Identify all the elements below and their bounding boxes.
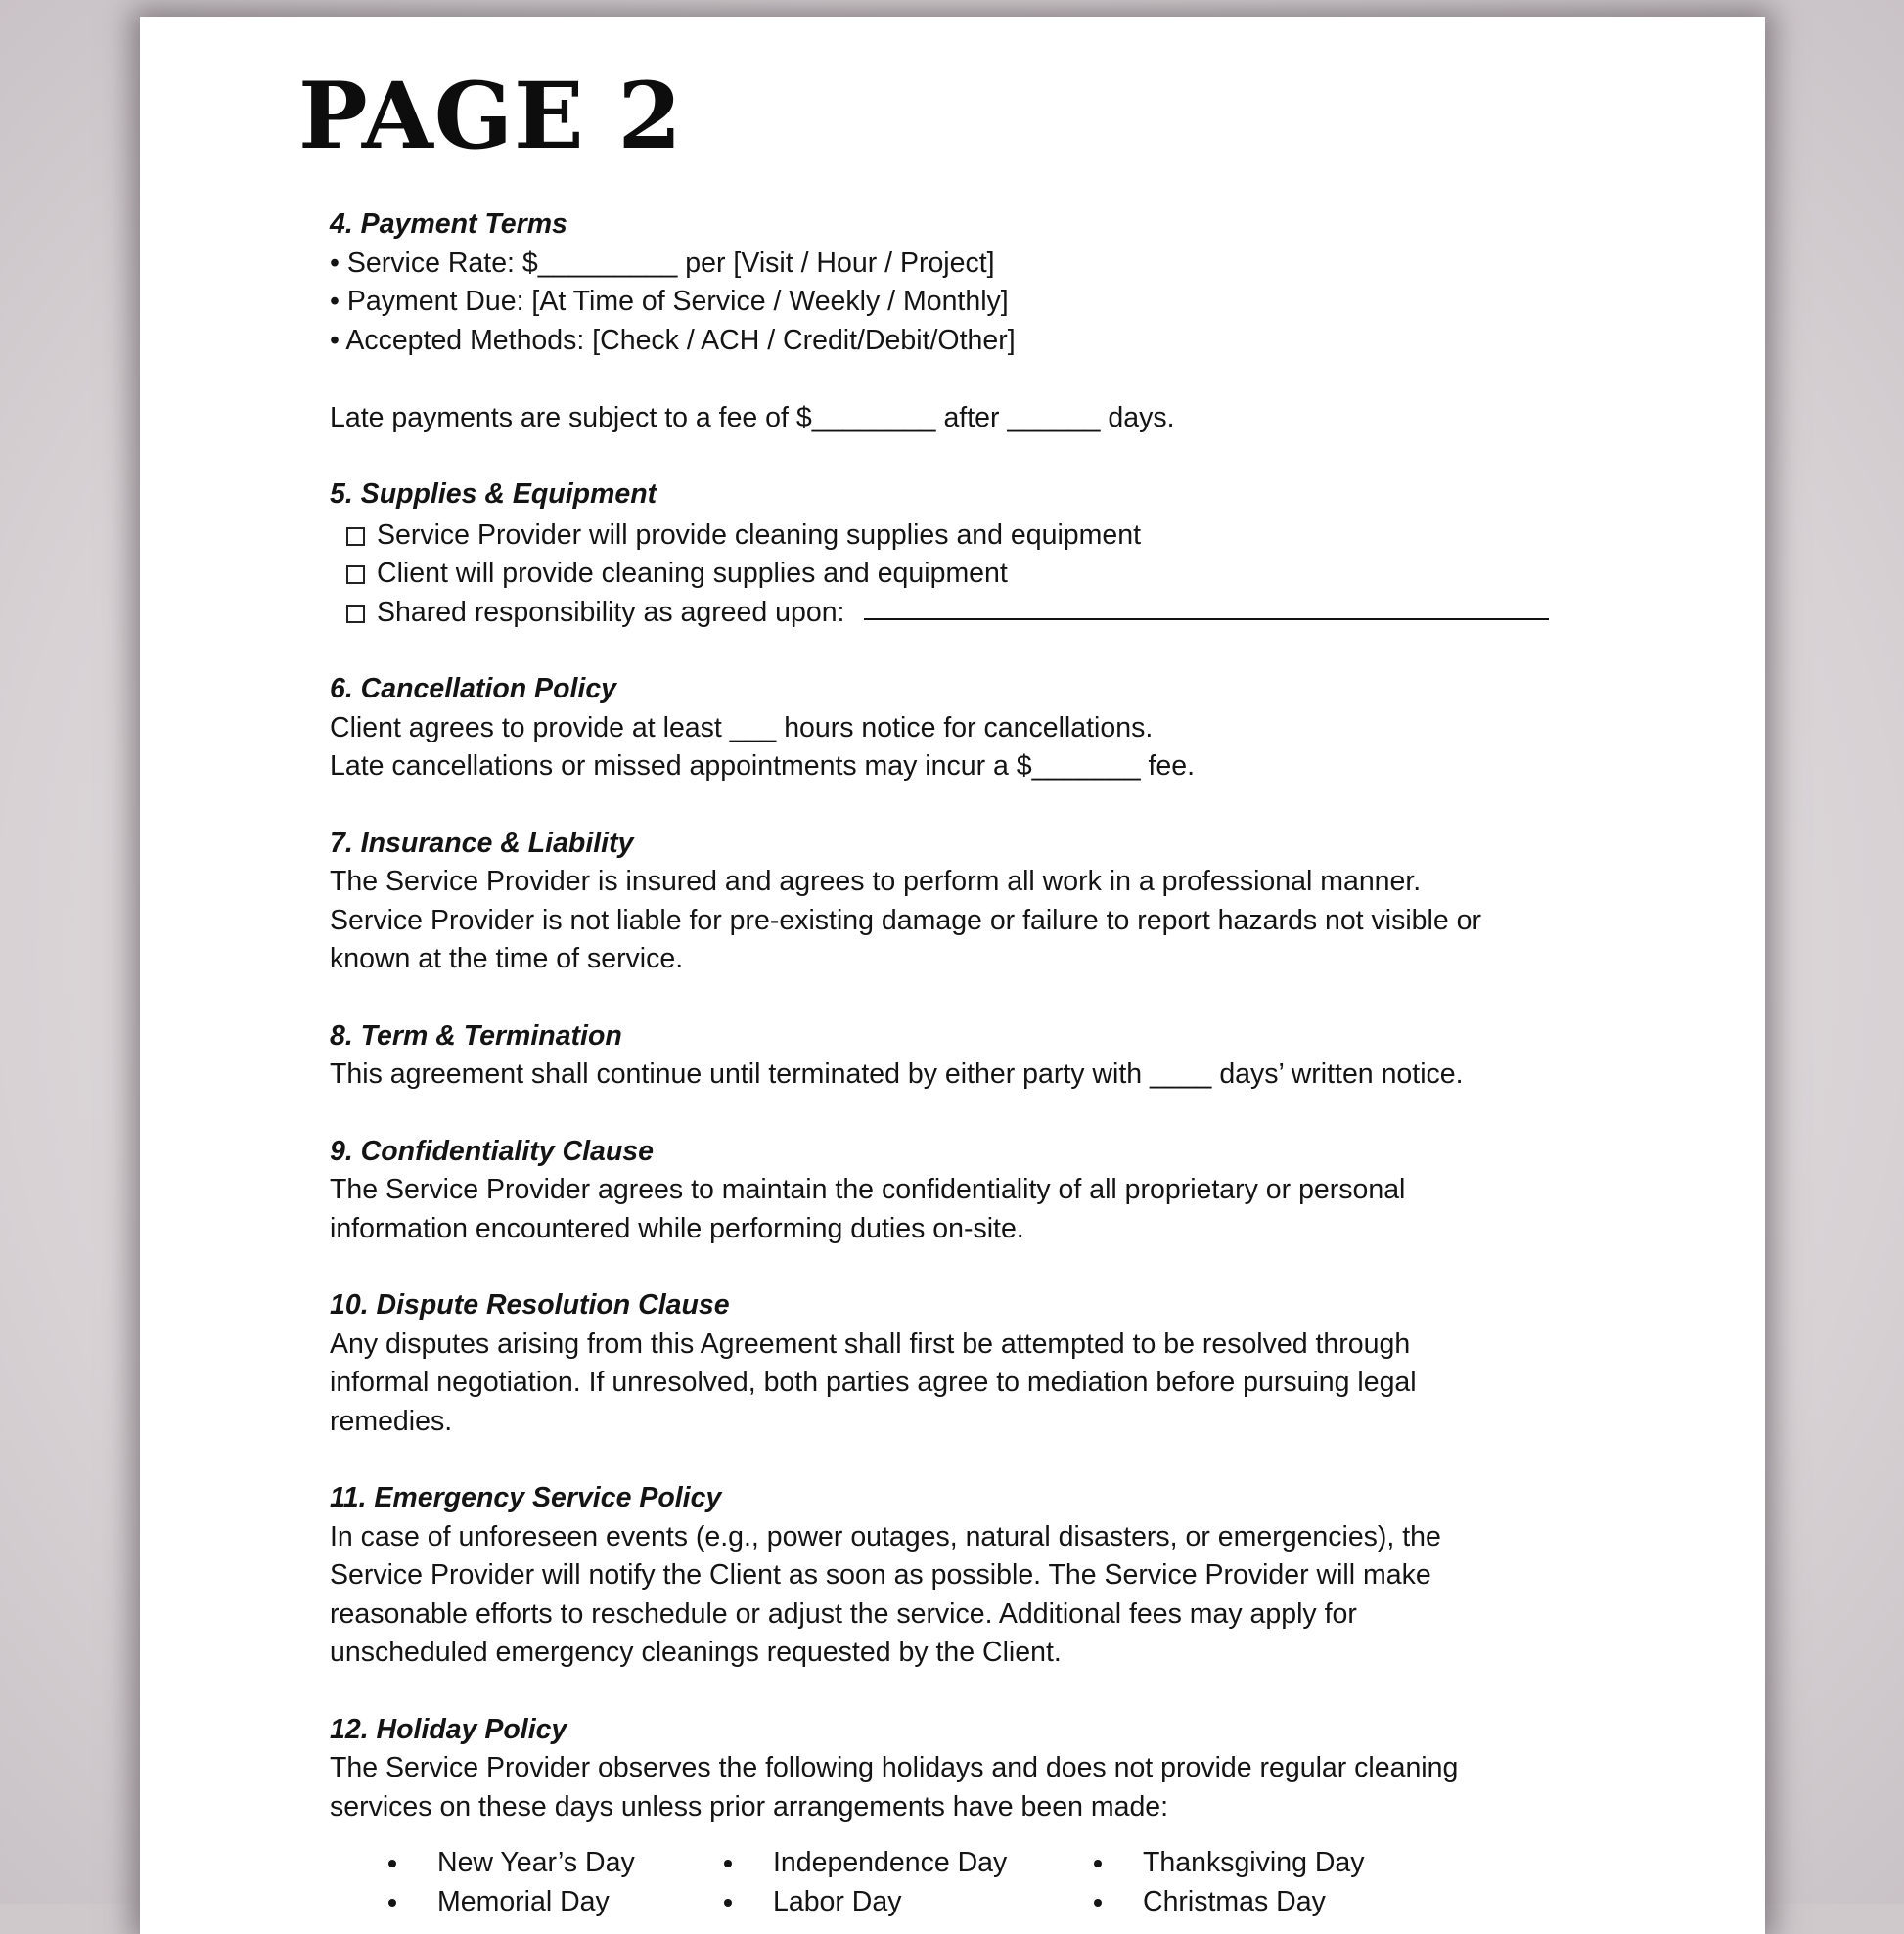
section-dispute-resolution	[330, 1286, 1602, 1441]
section-confidentiality	[330, 1133, 1602, 1249]
section-heading: 10. Dispute Resolution Clause	[330, 1289, 730, 1321]
paragraph-line: informal negotiation. If unresolved, both parties agree to mediation before pursuing legal	[330, 1367, 1417, 1398]
section-payment-terms	[330, 205, 1602, 437]
holiday-item: New Year’s Day	[388, 1844, 724, 1883]
late-fee-line: Late payments are subject to a fee of $________ after ______ days.	[330, 401, 1175, 433]
holiday-item: Memorial Day	[388, 1883, 724, 1922]
section-heading: 12. Holiday Policy	[330, 1713, 567, 1745]
checkbox-option-shared[interactable]	[330, 594, 1602, 633]
accepted-methods-line: • Accepted Methods: [Check / ACH / Credit/Debit/Other]	[330, 324, 1016, 356]
paragraph-line: information encountered while performing duties on-site.	[330, 1212, 1024, 1244]
paragraph-line: Service Provider is not liable for pre-existing damage or failure to report hazards not visible or	[330, 904, 1481, 936]
paragraph-line: services on these days unless prior arrangements have been made:	[330, 1790, 1169, 1822]
paragraph-line: reasonable efforts to reschedule or adjust the service. Additional fees may apply for	[330, 1597, 1357, 1630]
paragraph-line: The Service Provider is insured and agrees to perform all work in a professional manner.	[330, 866, 1422, 897]
section-heading: 6. Cancellation Policy	[330, 673, 617, 704]
document-body	[330, 205, 1602, 1921]
payment-due-line: • Payment Due: [At Time of Service / Weekly / Monthly]	[330, 286, 1009, 317]
section-term-termination	[330, 1017, 1602, 1095]
section-heading: 8. Term & Termination	[330, 1019, 622, 1052]
section-emergency-service	[330, 1479, 1602, 1673]
paragraph-line: Late cancellations or missed appointments may incur a $_______ fee.	[330, 750, 1196, 782]
holiday-column	[388, 1844, 724, 1921]
paragraph-line: The Service Provider observes the following holidays and does not provide regular cleaning	[330, 1752, 1459, 1783]
section-insurance-liability	[330, 825, 1602, 979]
checkbox-option-provider[interactable]	[330, 517, 1602, 556]
paragraph-line: The Service Provider agrees to maintain the confidentiality of all proprietary or personal	[330, 1174, 1406, 1205]
paragraph-line: This agreement shall continue until terminated by either party with ____ days’ written notice.	[330, 1058, 1464, 1090]
paragraph-line: remedies.	[330, 1405, 453, 1437]
shared-responsibility-blank[interactable]	[864, 594, 1549, 620]
section-heading: 5. Supplies & Equipment	[330, 478, 657, 510]
checkbox-icon[interactable]	[346, 527, 365, 546]
holiday-list	[330, 1844, 1602, 1921]
holiday-item: Labor Day	[724, 1883, 1094, 1922]
checkbox-icon[interactable]	[346, 565, 365, 584]
holiday-item: Thanksgiving Day	[1094, 1844, 1427, 1883]
checkbox-label: Client will provide cleaning supplies and equipment	[377, 558, 1008, 589]
checkbox-icon[interactable]	[346, 605, 365, 623]
checkbox-option-client[interactable]	[330, 555, 1602, 594]
checkbox-label: Service Provider will provide cleaning supplies and equipment	[377, 518, 1142, 551]
paragraph-line: known at the time of service.	[330, 943, 684, 974]
paragraph-line: In case of unforeseen events (e.g., power outages, natural disasters, or emergencies), the	[330, 1520, 1441, 1552]
paragraph-line: unscheduled emergency cleanings requested by the Client.	[330, 1637, 1062, 1668]
section-heading: 7. Insurance & Liability	[330, 827, 634, 859]
page-title: PAGE 2	[298, 63, 683, 170]
section-heading: 9. Confidentiality Clause	[330, 1135, 654, 1167]
paragraph-line: Client agrees to provide at least ___ hours notice for cancellations.	[330, 711, 1154, 743]
section-supplies-equipment	[330, 475, 1602, 632]
section-holiday-policy	[330, 1711, 1602, 1922]
section-cancellation-policy	[330, 670, 1602, 787]
holiday-column	[1094, 1844, 1427, 1921]
paragraph-line: Service Provider will notify the Client as soon as possible. The Service Provider will make	[330, 1559, 1431, 1591]
section-heading: 4. Payment Terms	[330, 208, 567, 240]
checkbox-label: Shared responsibility as agreed upon:	[377, 596, 845, 628]
holiday-column	[724, 1844, 1094, 1921]
paragraph-line: Any disputes arising from this Agreement shall first be attempted to be resolved through	[330, 1327, 1411, 1360]
holiday-item: Independence Day	[724, 1844, 1094, 1883]
section-heading: 11. Emergency Service Policy	[330, 1482, 722, 1513]
holiday-item: Christmas Day	[1094, 1883, 1427, 1922]
service-rate-line: • Service Rate: $_________ per [Visit / Hour / Project]	[330, 247, 995, 279]
